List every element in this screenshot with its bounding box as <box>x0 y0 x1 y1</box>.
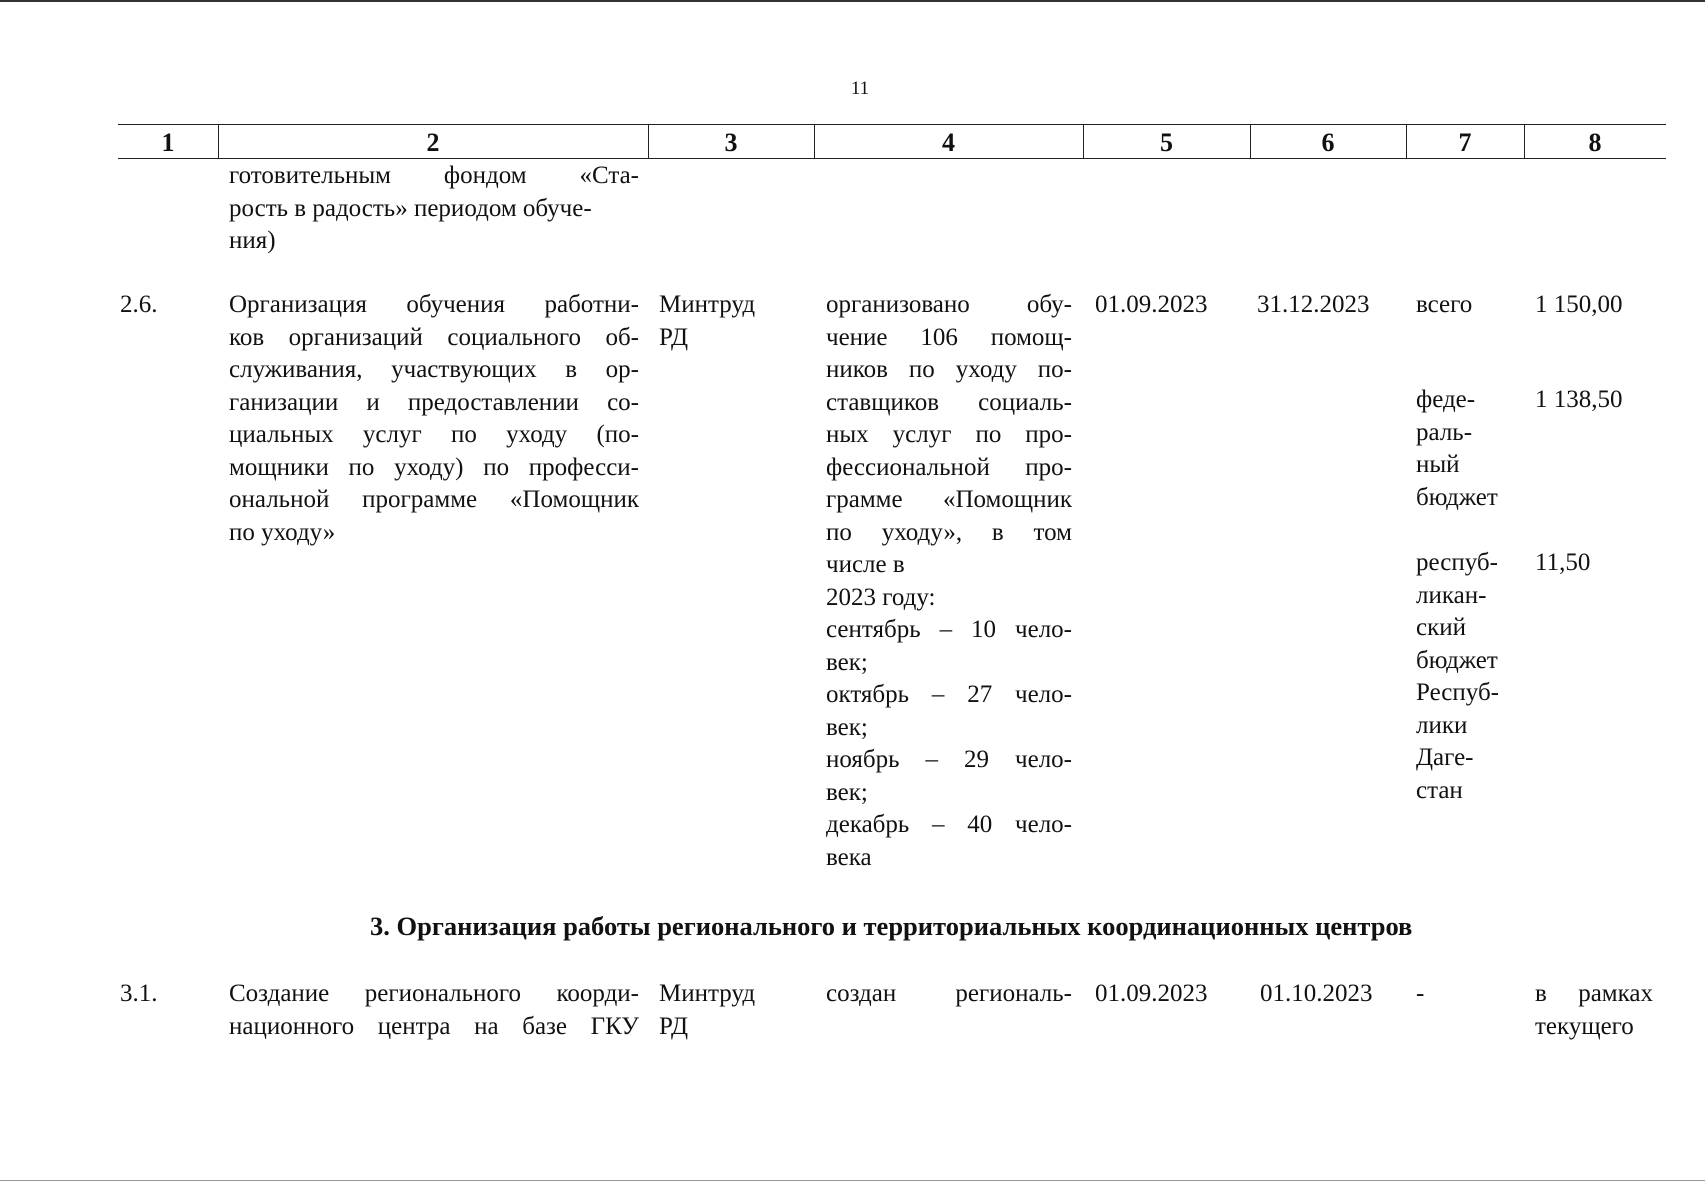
text-line: служивания, участвующих в ор- <box>229 356 639 383</box>
text-line: сентябрь – 10 чело- <box>826 616 1072 643</box>
text-line: Минтруд <box>659 291 756 318</box>
header-col-2: 2 <box>426 128 440 157</box>
text-line: мощники по уходу) по професси- <box>229 453 639 481</box>
text-line: ков организаций социального об- <box>229 323 639 351</box>
text-line: фессиональной про- <box>826 453 1072 481</box>
row-2-6-executor <box>659 289 755 354</box>
text-line: респуб- <box>1416 549 1498 576</box>
text-line: Минтруд <box>659 980 756 1007</box>
row-3-1-start-date: 01.09.2023 <box>1095 980 1208 1007</box>
row-3-1-end-date: 01.10.2023 <box>1260 980 1373 1007</box>
header-col-3: 3 <box>724 128 738 157</box>
text-line: декабрь – 40 чело- <box>826 811 1072 838</box>
header-col-7: 7 <box>1458 128 1472 157</box>
text-line: ников по уходу по- <box>826 356 1072 383</box>
text-line: ганизации и предоставлении со- <box>229 388 639 416</box>
scan-bottom-edge <box>0 1180 1705 1181</box>
row-3-1-number: 3.1. <box>120 980 158 1007</box>
header-col-1: 1 <box>161 128 175 157</box>
text-line: Респуб- <box>1416 679 1499 706</box>
text-line: раль- <box>1416 418 1473 446</box>
text-line: РД <box>659 323 689 351</box>
row-2-6-end-date: 31.12.2023 <box>1257 291 1370 318</box>
row-3-1-source: - <box>1416 980 1425 1007</box>
text-line: числе в <box>826 551 905 578</box>
row-2-6-amount-total: 1 150,00 <box>1535 291 1623 318</box>
row-2-6-number: 2.6. <box>120 291 158 318</box>
text-line: ный <box>1416 451 1460 478</box>
text-line: РД <box>659 1012 689 1040</box>
text-line: организовано обу- <box>826 291 1072 318</box>
text-line: ставщиков социаль- <box>826 388 1072 416</box>
text-line: ния) <box>229 227 276 254</box>
row-3-1-amount <box>1535 978 1653 1043</box>
text-line: Организация обучения работни- <box>229 291 639 318</box>
text-line: ных услуг по про- <box>826 421 1072 448</box>
row-2-6-amount-republican: 11,50 <box>1535 549 1591 576</box>
text-line: чение 106 помощ- <box>826 323 1072 351</box>
text-line: грамме «Помощник <box>826 486 1072 513</box>
section-3-heading: 3. Организация работы регионального и территориальных координационных центров <box>370 911 1413 941</box>
text-line: век; <box>826 648 868 676</box>
scan-top-edge <box>0 0 1705 2</box>
header-col-4: 4 <box>942 128 955 157</box>
text-line: текущего <box>1535 1012 1634 1040</box>
header-col-8: 8 <box>1588 128 1602 157</box>
row-2-6-source-total <box>1416 289 1472 322</box>
header-col-6: 6 <box>1321 128 1335 157</box>
row-2-6-start-date: 01.09.2023 <box>1095 291 1208 318</box>
text-line: век; <box>826 778 868 806</box>
text-line: лики <box>1416 711 1468 739</box>
text-line: создан региональ- <box>826 980 1072 1007</box>
row-2-6-source-republican <box>1416 547 1499 807</box>
text-line: ликан- <box>1416 581 1487 609</box>
text-line: ноябрь – 29 чело- <box>826 746 1072 773</box>
continuation-title <box>229 160 639 258</box>
text-line: века <box>826 843 872 871</box>
text-line: по уходу», в том <box>826 518 1072 546</box>
row-3-1-executor <box>659 978 755 1043</box>
text-line: бюджет <box>1416 483 1498 511</box>
text-line: стан <box>1416 776 1463 804</box>
text-line: по уходу» <box>229 518 336 546</box>
text-line: всего <box>1416 291 1473 318</box>
page-number: 11 <box>850 78 870 99</box>
text-line: циальных услуг по уходу (по- <box>229 421 639 448</box>
row-2-6-title <box>229 289 639 549</box>
text-line: ональной программе «Помощник <box>229 486 639 513</box>
text-line: 2023 году: <box>826 583 936 611</box>
text-line: бюджет <box>1416 646 1498 674</box>
text-line: феде- <box>1416 386 1476 413</box>
row-3-1-title <box>229 978 639 1043</box>
text-line: национного центра на базе ГКУ <box>229 1012 639 1040</box>
row-2-6-result <box>826 289 1072 874</box>
header-col-5: 5 <box>1160 128 1173 157</box>
text-line: Создание регионального коорди- <box>229 980 639 1007</box>
header-top-rule <box>118 124 1666 125</box>
text-line: рость в радость» периодом обуче- <box>229 194 592 222</box>
text-line: готовительным фондом «Ста- <box>229 162 639 189</box>
text-line: ский <box>1416 614 1466 641</box>
text-line: Даге- <box>1416 744 1474 771</box>
row-3-1-result <box>826 978 1072 1011</box>
text-line: октябрь – 27 чело- <box>826 681 1072 708</box>
row-2-6-amount-federal: 1 138,50 <box>1535 386 1623 413</box>
row-2-6-source-federal <box>1416 384 1498 514</box>
text-line: век; <box>826 713 868 741</box>
text-line: в рамках <box>1535 980 1653 1007</box>
